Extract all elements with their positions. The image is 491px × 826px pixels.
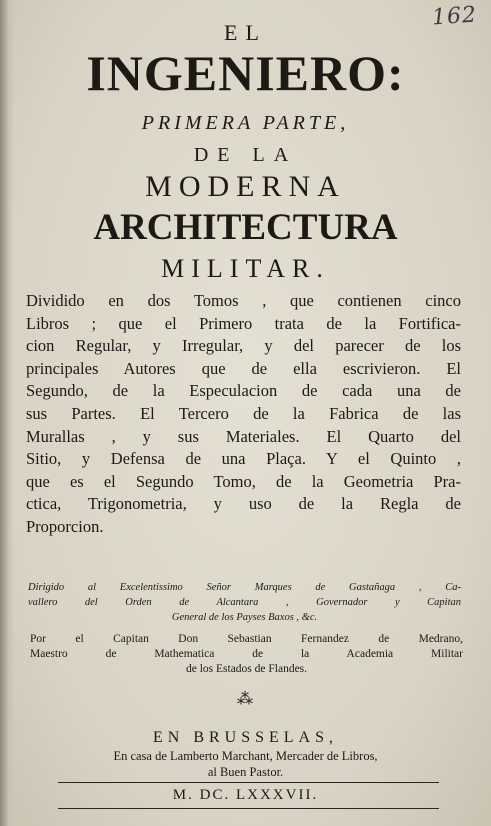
title-line-el: EL [224, 20, 267, 45]
imprint [0, 728, 491, 780]
ornament-icon: ⁂ [237, 691, 254, 708]
author-line: Maestro de Mathematica de la Academia Militar [30, 648, 463, 660]
title-ingeniero: INGENIERO: [86, 45, 405, 101]
title-de-la: DE LA [193, 144, 298, 166]
dedication-line: vallero del Orden de Alcantara , Governador y Capitan [28, 597, 461, 608]
description-line: que es el Segundo Tomo, de la Geometria Pra- [26, 471, 461, 491]
description-line: principales Autores que de ella escrivieron. El [26, 358, 461, 378]
title-moderna: MODERNA [145, 170, 346, 203]
description-line: Dividido en dos Tomos , que contienen cinco [26, 291, 461, 310]
description-line: ctica, Trigonometria, y uso de la Regla de [26, 494, 461, 514]
imprint-printer: En casa de Lamberto Marchant, Mercader de Libros, [113, 749, 378, 763]
handwritten-note: 162 [431, 2, 478, 31]
publication-date: M. DC. LXXXVII. [172, 787, 319, 803]
title-militar: MILITAR. [161, 254, 330, 283]
title-architectura: ARCHITECTURA [93, 207, 398, 248]
description-line: Libros ; que el Primero trata de la Fortifica- [26, 313, 461, 333]
description-line: sus Partes. El Tercero de la Fabrica de las [26, 403, 461, 423]
dedication-line: General de los Payses Baxos , &c. [171, 612, 318, 623]
description-paragraph [26, 290, 461, 539]
description-line: cion Regular, y Irregular, y del parecer de los [26, 336, 461, 356]
imprint-address: al Buen Pastor. [207, 765, 284, 779]
divider-top [58, 782, 439, 783]
title-primera-parte: PRIMERA PARTE, [141, 112, 350, 134]
description-line: Proporcion. [26, 516, 104, 536]
dedication [28, 580, 461, 625]
description-line: Sitio, y Defensa de una Plaça. Y el Quinto , [26, 449, 461, 469]
dedication-line: Dirigido al Excelentissimo Señor Marques de Gastañaga , Ca- [28, 582, 461, 593]
description-line: Murallas , y sus Materiales. El Quarto del [26, 426, 461, 446]
imprint-city: EN BRUSSELAS, [152, 729, 339, 746]
author-line: Por el Capitan Don Sebastian Fernandez de Medrano, [30, 633, 463, 645]
description-line: Segundo, de la Especulacion de cada una de [26, 381, 461, 401]
author-credit [30, 632, 463, 677]
author-line: de los Estados de Flandes. [185, 663, 308, 675]
divider-bottom [58, 808, 439, 809]
